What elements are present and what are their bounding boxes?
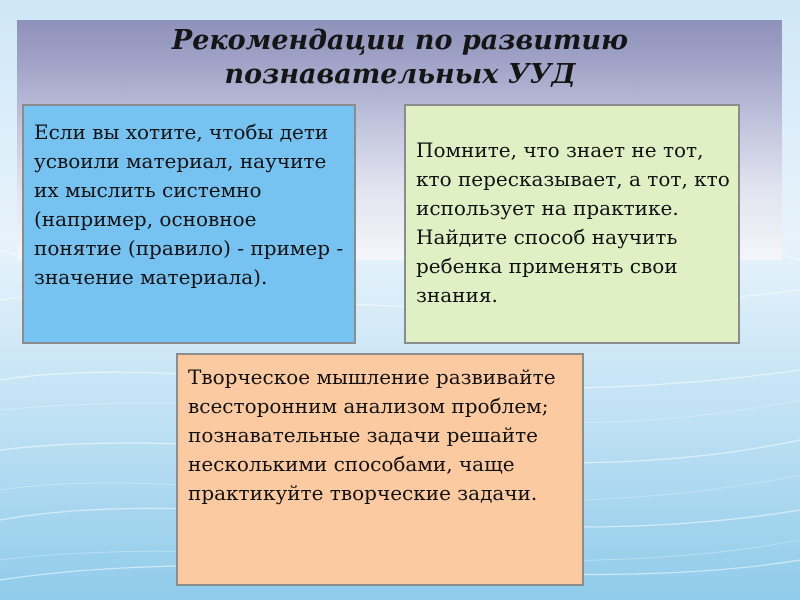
recommendation-box-practice: Помните, что знает не тот, кто пересказывает, а тот, кто использует на практике. Найдите способ научить ребенка применять свои знания. [404, 104, 740, 344]
recommendation-box-systemic-thinking: Если вы хотите, чтобы дети усвоили материал, научите их мыслить системно (например, основное понятие (правило) - пример - значение материала). [22, 104, 356, 344]
recommendation-box-creative-thinking: Творческое мышление развивайте всесторонним анализом проблем; познавательные задачи решайте несколькими способами, чаще практикуйте творческие задачи. [176, 353, 584, 586]
slide-title: Рекомендации по развитию познавательных УУД [171, 25, 629, 90]
